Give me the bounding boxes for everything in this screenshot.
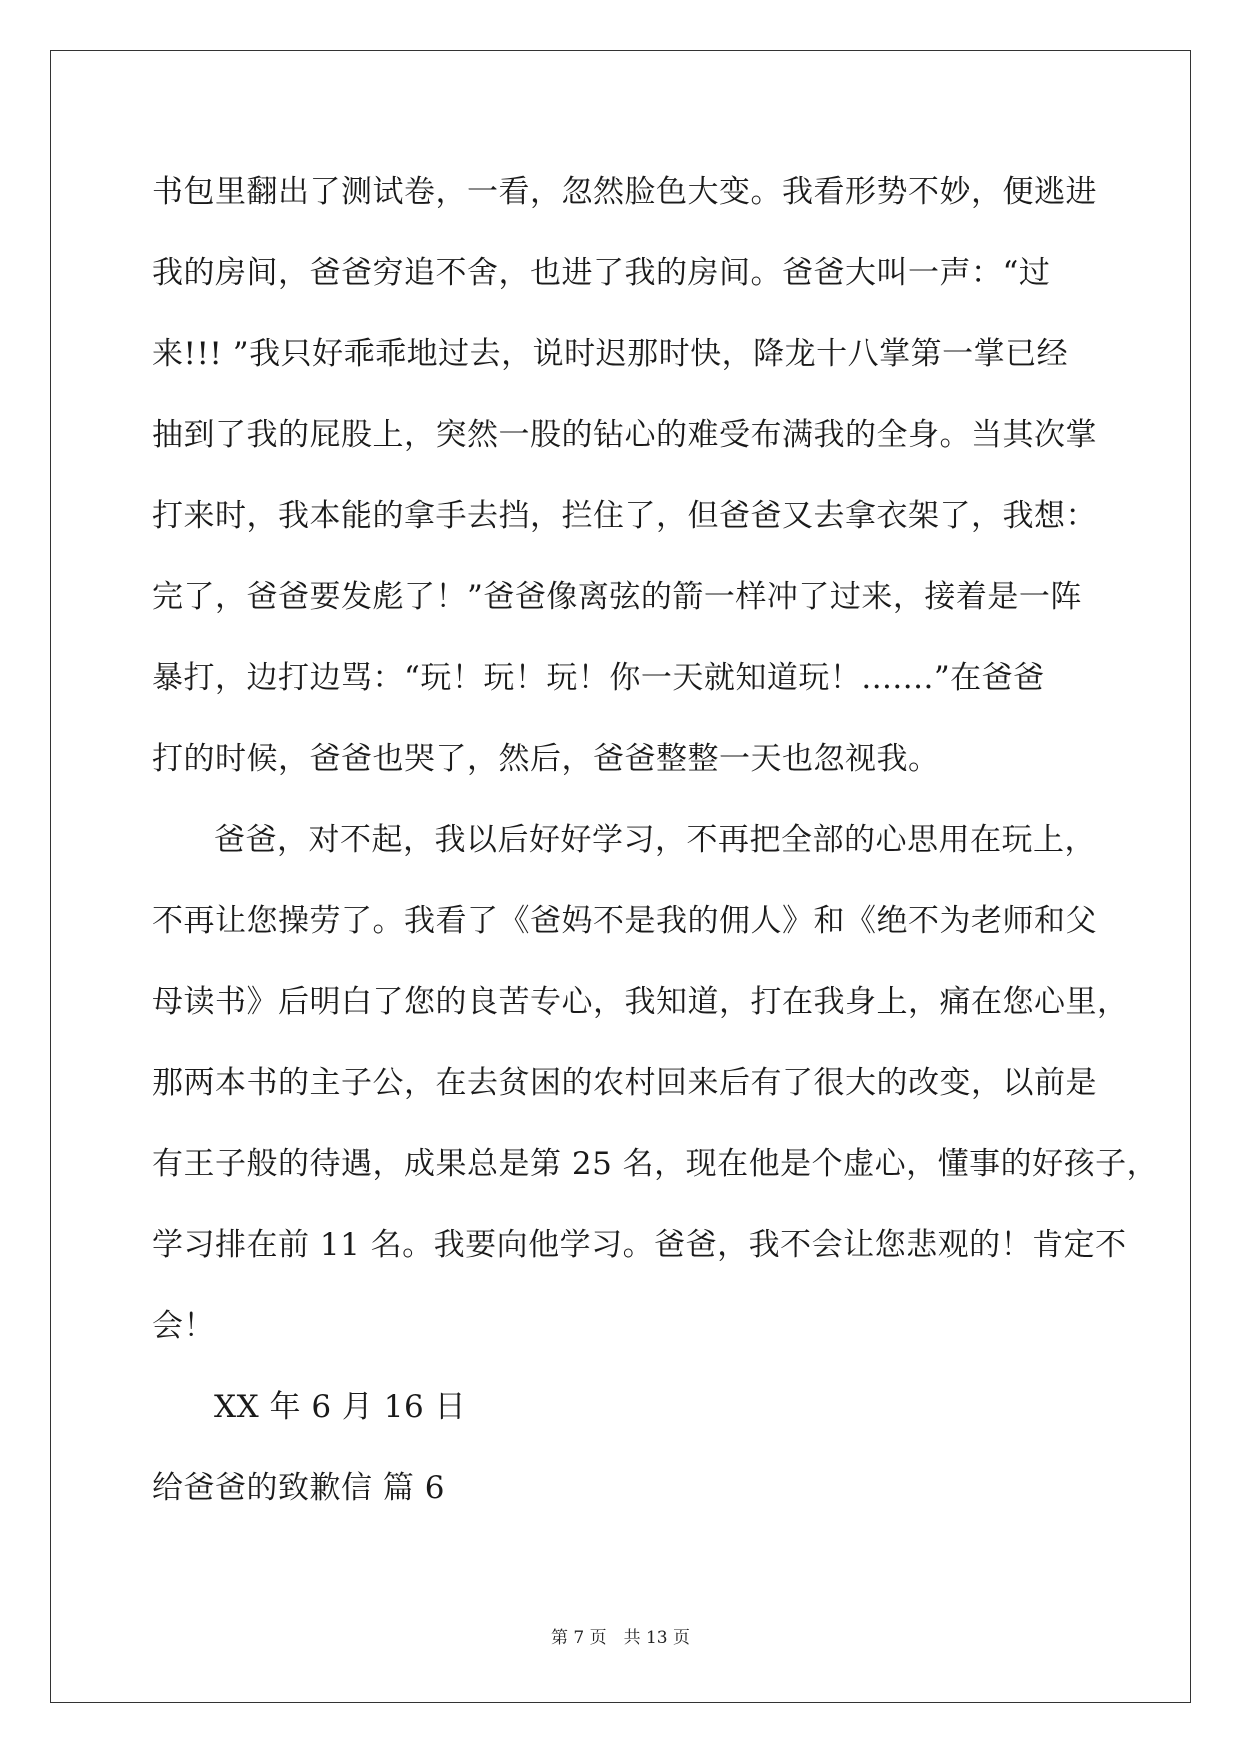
text-line: 不再让您操劳了。我看了《爸妈不是我的佣人》和《绝不为老师和父 (152, 903, 1097, 939)
text-line: 打的时候，爸爸也哭了，然后，爸爸整整一天也忽视我。 (152, 741, 940, 777)
text-line: 那两本书的主子公，在去贫困的农村回来后有了很大的改变，以前是 (152, 1065, 1097, 1101)
document-body (152, 162, 1159, 1539)
text-line: 暴打，边打边骂：“玩！玩！玩！你一天就知道玩！.......”在爸爸 (152, 660, 1045, 696)
text-line: 会！ (152, 1308, 215, 1344)
section-heading: 给爸爸的致歉信 篇 6 (152, 1470, 445, 1506)
text-line: 书包里翻出了测试卷，一看，忽然脸色大变。我看形势不妙，便逃进 (152, 174, 1097, 210)
text-line: 抽到了我的屁股上，突然一股的钻心的难受布满我的全身。当其次掌 (152, 417, 1097, 453)
text-line: 来!!! ”我只好乖乖地过去，说时迟那时快，降龙十八掌第一掌已经 (152, 336, 1069, 372)
text-line: 打来时，我本能的拿手去挡，拦住了，但爸爸又去拿衣架了，我想： (152, 498, 1097, 534)
text-line: 学习排在前 11 名。我要向他学习。爸爸，我不会让您悲观的！肯定不 (152, 1227, 1127, 1263)
page-number-footer: 第 7 页 共 13 页 (550, 1628, 691, 1648)
text-line: 有王子般的待遇，成果总是第 25 名，现在他是个虚心，懂事的好孩子， (152, 1146, 1159, 1182)
paragraph-start-line: 爸爸，对不起，我以后好好学习，不再把全部的心思用在玩上， (214, 822, 1096, 858)
letter-date: XX 年 6 月 16 日 (214, 1389, 467, 1425)
text-line: 母读书》后明白了您的良苦专心，我知道，打在我身上，痛在您心里， (152, 984, 1129, 1020)
text-line: 我的房间，爸爸穷追不舍，也进了我的房间。爸爸大叫一声：“过 (152, 255, 1051, 291)
text-line: 完了，爸爸要发彪了！”爸爸像离弦的箭一样冲了过来，接着是一阵 (152, 579, 1082, 615)
